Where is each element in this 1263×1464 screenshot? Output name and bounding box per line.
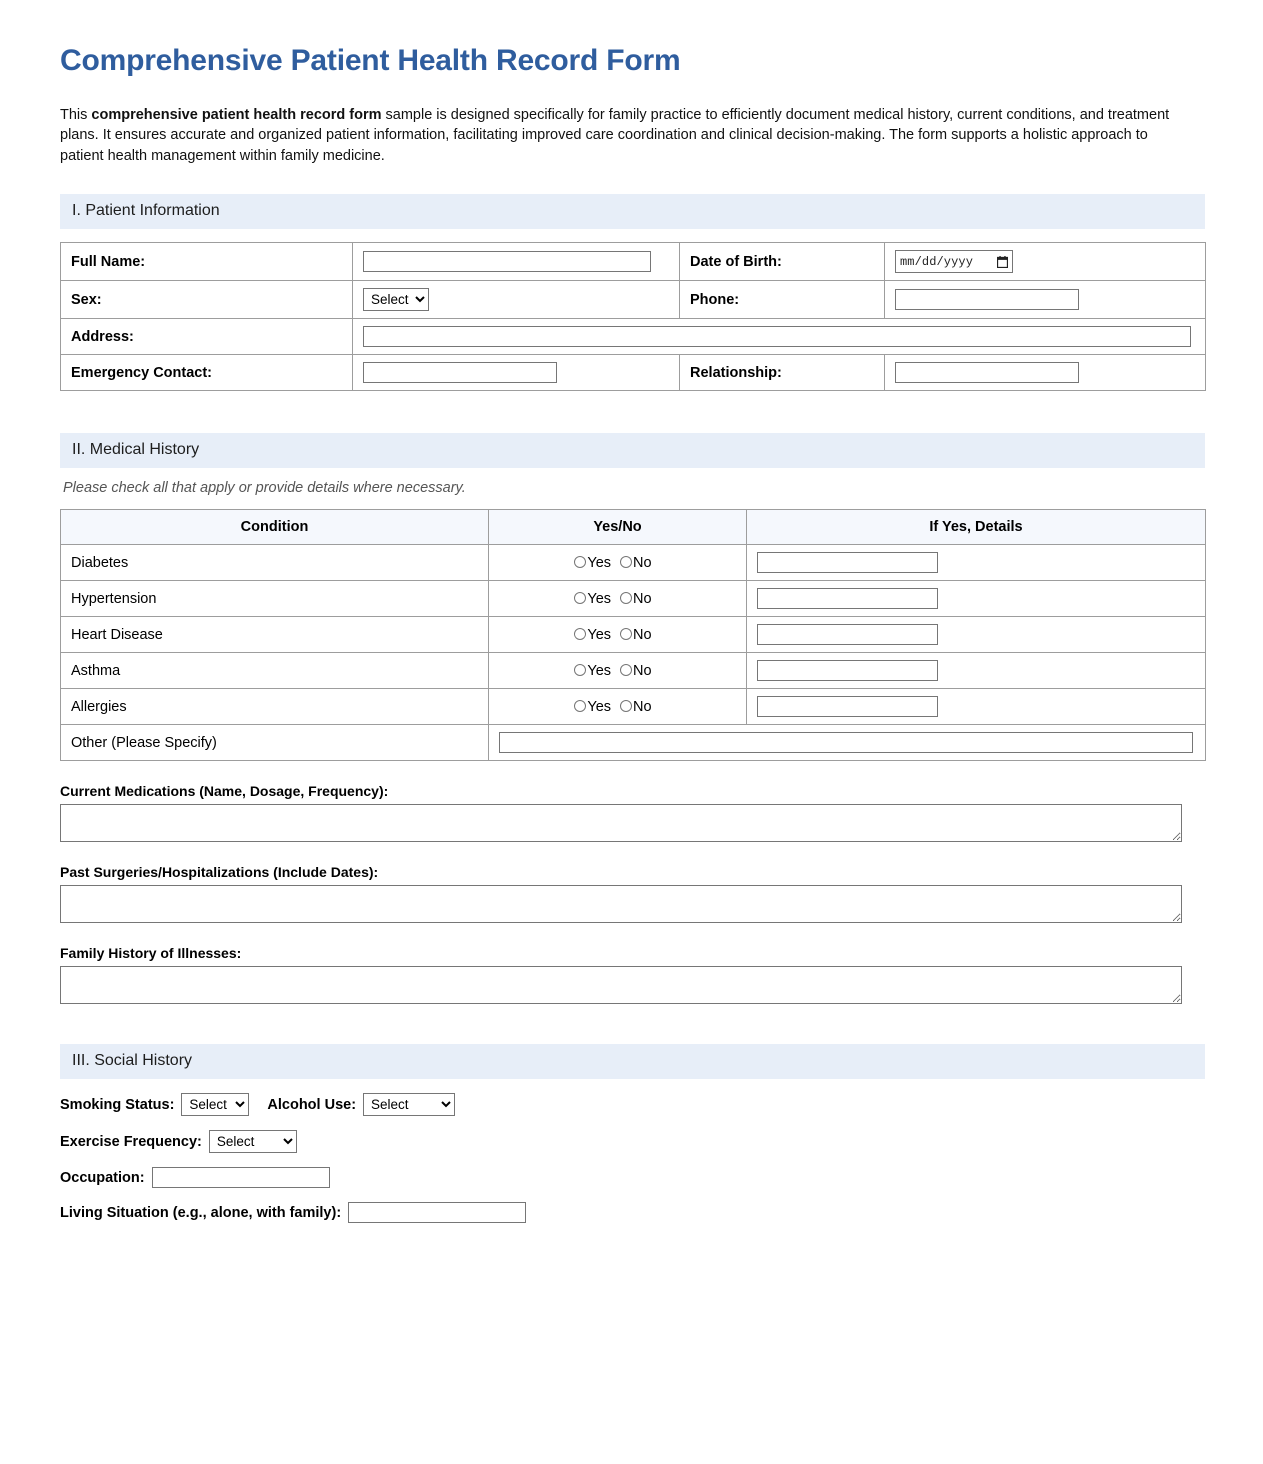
radio-hypertension-no[interactable]	[620, 592, 632, 604]
condition-yes-no-cell	[489, 581, 747, 617]
emergency-contact-input[interactable]	[363, 362, 557, 383]
label-relationship: Relationship:	[680, 355, 885, 391]
table-row	[61, 653, 1206, 689]
past-surgeries-block	[60, 864, 1205, 923]
section-header-patient-information: I. Patient Information	[60, 194, 1205, 229]
table-row	[61, 581, 1206, 617]
living-situation-input[interactable]	[348, 1202, 526, 1223]
label-current-medications: Current Medications (Name, Dosage, Frequency):	[60, 783, 389, 800]
details-input-heart-disease[interactable]	[757, 624, 938, 645]
condition-yes-no-cell	[489, 617, 747, 653]
medical-history-table	[60, 509, 1206, 761]
column-header-yes-no: Yes/No	[489, 510, 747, 545]
smoking-status-select[interactable]	[181, 1093, 249, 1116]
radio-text-no: No	[633, 590, 652, 607]
condition-name: Allergies	[61, 689, 489, 725]
condition-name: Hypertension	[61, 581, 489, 617]
condition-yes-no-cell	[489, 545, 747, 581]
cell-address-input	[353, 319, 1206, 355]
radio-label-yes[interactable]	[574, 627, 611, 643]
radio-label-no[interactable]	[620, 555, 652, 571]
table-row	[61, 689, 1206, 725]
radio-group-allergies	[574, 699, 660, 715]
condition-name: Diabetes	[61, 545, 489, 581]
table-row	[61, 319, 1206, 355]
condition-yes-no-cell	[489, 689, 747, 725]
label-living-situation: Living Situation (e.g., alone, with family):	[60, 1204, 342, 1221]
radio-label-yes[interactable]	[574, 663, 611, 679]
phone-input[interactable]	[895, 289, 1079, 310]
calendar-icon[interactable]	[997, 256, 1008, 268]
details-input-allergies[interactable]	[757, 696, 938, 717]
radio-label-no[interactable]	[620, 663, 652, 679]
radio-text-no: No	[633, 662, 652, 679]
radio-text-no: No	[633, 554, 652, 571]
intro-bold: comprehensive patient health record form	[91, 106, 382, 123]
address-input[interactable]	[363, 326, 1191, 347]
table-row	[61, 725, 1206, 761]
column-header-condition: Condition	[61, 510, 489, 545]
condition-details-cell	[747, 653, 1206, 689]
intro-paragraph	[60, 105, 1185, 167]
radio-group-asthma	[574, 663, 660, 679]
table-header-row	[61, 510, 1206, 545]
radio-heart-disease-yes[interactable]	[574, 628, 586, 640]
condition-details-cell	[747, 581, 1206, 617]
label-alcohol-use: Alcohol Use:	[267, 1096, 357, 1113]
radio-text-no: No	[633, 626, 652, 643]
radio-diabetes-yes[interactable]	[574, 556, 586, 568]
family-history-block	[60, 945, 1205, 1004]
radio-hypertension-yes[interactable]	[574, 592, 586, 604]
radio-text-yes: Yes	[587, 554, 612, 571]
label-occupation: Occupation:	[60, 1169, 145, 1186]
other-condition-input[interactable]	[499, 732, 1193, 753]
occupation-input[interactable]	[152, 1167, 330, 1188]
table-row	[61, 355, 1206, 391]
condition-yes-no-cell	[489, 653, 747, 689]
cell-phone-input	[885, 281, 1206, 319]
medical-history-note: Please check all that apply or provide details where necessary.	[63, 480, 466, 497]
exercise-frequency-select[interactable]	[209, 1130, 297, 1153]
radio-group-heart-disease	[574, 627, 660, 643]
radio-text-yes: Yes	[587, 626, 612, 643]
section-header-social-history: III. Social History	[60, 1044, 1205, 1079]
social-row-smoking-alcohol	[60, 1093, 1205, 1116]
label-full-name: Full Name:	[61, 243, 353, 281]
family-history-textarea[interactable]	[60, 966, 1182, 1004]
sex-select[interactable]	[363, 288, 429, 311]
label-family-history: Family History of Illnesses:	[60, 945, 242, 962]
condition-name: Heart Disease	[61, 617, 489, 653]
table-row	[61, 545, 1206, 581]
radio-group-diabetes	[574, 555, 660, 571]
relationship-input[interactable]	[895, 362, 1079, 383]
cell-other-input	[489, 725, 1206, 761]
label-address: Address:	[61, 319, 353, 355]
radio-text-yes: Yes	[587, 698, 612, 715]
condition-details-cell	[747, 617, 1206, 653]
condition-details-cell	[747, 545, 1206, 581]
alcohol-use-select[interactable]	[363, 1093, 455, 1116]
radio-label-yes[interactable]	[574, 591, 611, 607]
cell-date-of-birth-input	[885, 243, 1206, 281]
cell-emergency-contact-input	[353, 355, 680, 391]
social-history-fields	[60, 1093, 1205, 1223]
condition-name-other: Other (Please Specify)	[61, 725, 489, 761]
radio-label-yes[interactable]	[574, 699, 611, 715]
table-row	[61, 243, 1206, 281]
radio-asthma-no[interactable]	[620, 664, 632, 676]
radio-heart-disease-no[interactable]	[620, 628, 632, 640]
intro-after: sample is designed specifically for family practice to efficiently document medical history, current conditions, and treatment plans. It ensures accurate and organized patient information, facilitating improved care coordination and clinical decision-making. The form supports a holistic approach to patient health management within family medicine.	[60, 106, 1170, 164]
current-medications-block	[60, 783, 1205, 842]
label-sex: Sex:	[61, 281, 353, 319]
social-row-exercise	[60, 1130, 1205, 1153]
table-row	[61, 617, 1206, 653]
radio-group-hypertension	[574, 591, 660, 607]
spacer	[60, 391, 1205, 433]
radio-text-yes: Yes	[587, 662, 612, 679]
radio-diabetes-no[interactable]	[620, 556, 632, 568]
radio-label-yes[interactable]	[574, 555, 611, 571]
column-header-if-yes-details: If Yes, Details	[747, 510, 1206, 545]
page-title: Comprehensive Patient Health Record Form	[60, 44, 681, 77]
current-medications-textarea[interactable]	[60, 804, 1182, 842]
past-surgeries-textarea[interactable]	[60, 885, 1182, 923]
patient-information-table	[60, 242, 1206, 391]
spacer	[60, 1004, 1205, 1044]
cell-sex-select	[353, 281, 680, 319]
date-placeholder-text: mm/dd/yyyy	[900, 254, 974, 269]
radio-label-no[interactable]	[620, 591, 652, 607]
details-input-hypertension[interactable]	[757, 588, 938, 609]
radio-text-no: No	[633, 698, 652, 715]
radio-label-no[interactable]	[620, 699, 652, 715]
social-row-occupation	[60, 1167, 1205, 1188]
cell-relationship-input	[885, 355, 1206, 391]
label-emergency-contact: Emergency Contact:	[61, 355, 353, 391]
section-header-medical-history: II. Medical History	[60, 433, 1205, 468]
radio-allergies-no[interactable]	[620, 700, 632, 712]
table-row	[61, 281, 1206, 319]
label-smoking-status: Smoking Status:	[60, 1096, 175, 1113]
condition-details-cell	[747, 689, 1206, 725]
label-date-of-birth: Date of Birth:	[680, 243, 885, 281]
date-of-birth-input[interactable]	[895, 250, 1013, 273]
details-input-diabetes[interactable]	[757, 552, 938, 573]
radio-allergies-yes[interactable]	[574, 700, 586, 712]
intro-before: This	[60, 106, 92, 123]
condition-name: Asthma	[61, 653, 489, 689]
label-exercise-frequency: Exercise Frequency:	[60, 1133, 202, 1150]
social-row-living-situation	[60, 1202, 1205, 1223]
cell-full-name-input	[353, 243, 680, 281]
label-phone: Phone:	[680, 281, 885, 319]
full-name-input[interactable]	[363, 251, 651, 272]
details-input-asthma[interactable]	[757, 660, 938, 681]
radio-label-no[interactable]	[620, 627, 652, 643]
label-past-surgeries: Past Surgeries/Hospitalizations (Include Dates):	[60, 864, 379, 881]
radio-text-yes: Yes	[587, 590, 612, 607]
radio-asthma-yes[interactable]	[574, 664, 586, 676]
